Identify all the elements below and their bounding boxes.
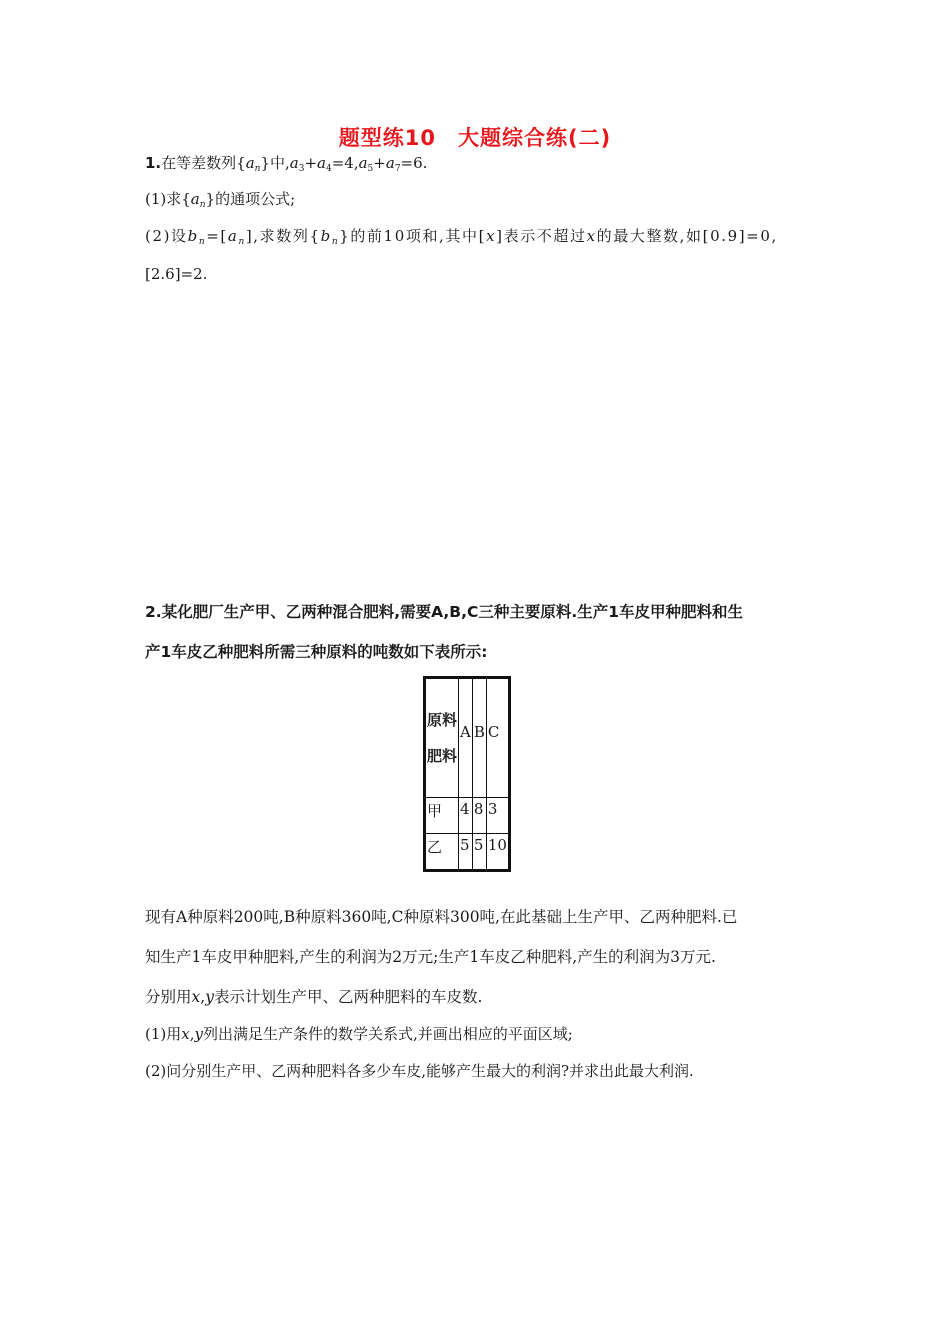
corner-top-label: 原料 [427,711,458,729]
var-a: a [190,190,200,208]
problem2-line2 [145,640,488,662]
title-main: 题型练10 [338,126,437,150]
p2-text: 现有A种原料200吨,B种原料360吨,C种原料300吨,在此基础上生产甲、乙两种肥料.已 [145,908,738,926]
var-a: a [358,154,368,172]
sub-n: n [199,200,206,210]
problem1-part2 [145,225,778,247]
sub-n: n [254,164,261,174]
sub-n: n [331,237,340,247]
header-b: B [472,678,486,798]
var-x: x [191,988,201,1006]
table-row [425,834,510,871]
var-x: x [486,227,497,245]
table-corner-cell [425,678,459,798]
var-y: y [194,1025,203,1043]
p1-part2-text: }的前10项和,其中[ [339,227,487,245]
table-cell: 10 [486,834,509,871]
p1-part2-text: (2)设 [145,227,188,245]
row-label: 甲 [425,798,459,834]
var-x: x [181,1025,190,1043]
header-a: A [459,678,473,798]
problem1-part2-cont [145,265,207,283]
plus: + [304,154,318,172]
p2-text: 某化肥厂生产甲、乙两种混合肥料,需要A,B,C三种主要原料.生产1车皮甲种肥料和生 [161,603,744,621]
problem2-number: 2. [145,603,162,621]
problem2-line5 [145,985,482,1007]
var-b: b [187,227,199,245]
p1-part1-text: }的通项公式; [205,190,296,208]
table-cell: 8 [472,798,486,834]
table-cell: 5 [459,834,473,871]
corner-bottom-label: 肥料 [427,747,458,765]
sub-7: 7 [394,164,401,174]
p1-text: =4, [331,154,359,172]
sub-n: n [198,237,207,247]
problem1-part1 [145,188,295,210]
sub-n: n [238,237,246,247]
page-title [0,122,950,152]
p2-part2-text: (2)问分别生产甲、乙两种肥料各多少车皮,能够产生最大的利润?并求出此最大利润. [145,1062,694,1080]
problem2-line3 [145,905,737,927]
var-a: a [317,154,326,172]
header-c: C [486,678,509,798]
var-a: a [227,227,239,245]
p1-text: 在等差数列{ [161,154,246,172]
p1-part2-text: =[ [206,227,228,245]
title-sub: 大题综合练(二) [458,126,612,150]
p1-text: =6. [400,154,428,172]
p2-text: 知生产1车皮甲种肥料,产生的利润为2万元;生产1车皮乙种肥料,产生的利润为3万元. [145,948,716,966]
problem2-line4 [145,945,716,967]
p2-text: 分别用 [145,988,192,1006]
comma: , [200,988,206,1006]
p1-text: }中, [260,154,290,172]
p1-part1-text: (1)求{ [145,190,191,208]
table-cell: 5 [472,834,486,871]
var-y: y [205,988,214,1006]
p2-part1-text: (1)用 [145,1025,182,1043]
plus: + [373,154,386,172]
var-a: a [245,154,255,172]
p1-part2-text: ],求数列{ [245,227,321,245]
table-cell: 4 [459,798,473,834]
problem2-line1 [145,600,743,622]
p2-text: 表示计划生产甲、乙两种肥料的车皮数. [213,988,483,1006]
sub-4: 4 [325,164,332,174]
var-a: a [385,154,395,172]
p1-part2-text: 的最大整数,如[0.9]=0, [596,227,778,245]
var-x: x [586,227,597,245]
comma: , [189,1025,195,1043]
sub-5: 5 [367,164,374,174]
sub-3: 3 [298,164,305,174]
problem1-statement [145,152,427,174]
problem2-part2 [145,1060,694,1081]
var-b: b [320,227,332,245]
p2-text: 产1车皮乙种肥料所需三种原料的吨数如下表所示: [145,643,488,661]
table-cell: 3 [486,798,509,834]
p1-part2-text: [2.6]=2. [145,265,208,283]
problem1-number: 1. [145,154,162,172]
p1-part2-text: ]表示不超过 [496,227,587,245]
table-row [425,798,510,834]
materials-table [423,676,511,872]
problem2-part1 [145,1023,573,1044]
table-header-row [425,678,510,798]
p2-part1-text: 列出满足生产条件的数学关系式,并画出相应的平面区域; [202,1025,573,1043]
row-label: 乙 [425,834,459,871]
var-a: a [289,154,299,172]
